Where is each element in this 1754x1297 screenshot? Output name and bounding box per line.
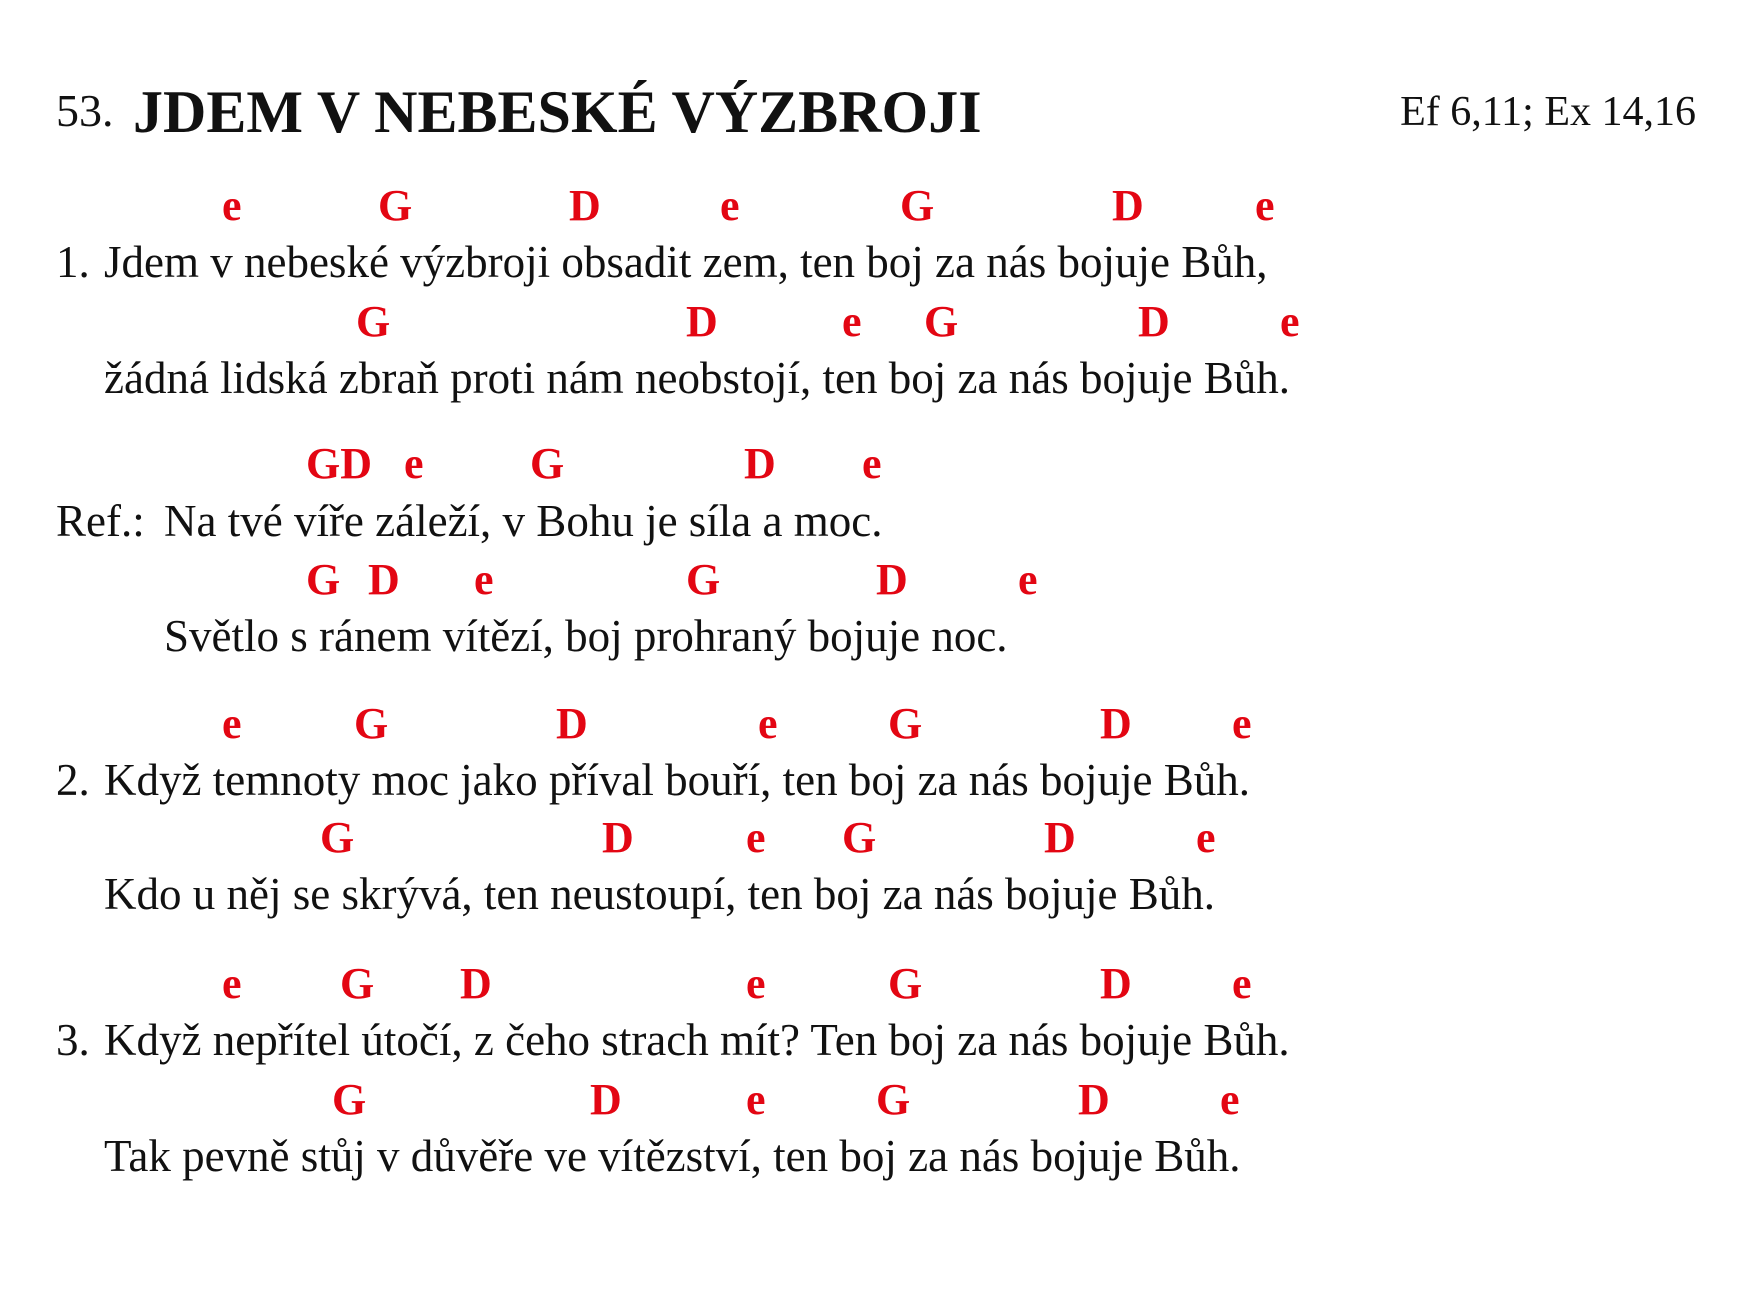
chord-line [0, 554, 1754, 606]
lyric-line: žádná lidská zbraň proti nám neobstojí, ten boj za nás bojuje Bůh. [104, 353, 1290, 403]
lyric-line: Když nepřítel útočí, z čeho strach mít? Ten boj za nás bojuje Bůh. [104, 1015, 1290, 1065]
chord: e [404, 439, 424, 488]
chord: GD [306, 439, 372, 488]
chord: G [354, 699, 389, 748]
chord: e [720, 181, 740, 230]
chord: G [340, 959, 375, 1008]
lyric-line: Jdem v nebeské výzbroji obsadit zem, ten boj za nás bojuje Bůh, [104, 237, 1268, 287]
chord: e [862, 439, 882, 488]
chord: D [1100, 959, 1132, 1008]
refrain-label: Ref.: [56, 496, 145, 546]
verse-label: 2. [56, 755, 90, 805]
chord: D [368, 555, 400, 604]
song-header [56, 78, 1696, 148]
chord: G [320, 813, 355, 862]
chord-line [0, 180, 1754, 232]
chord: e [474, 555, 494, 604]
chord: D [876, 555, 908, 604]
chord: D [1112, 181, 1144, 230]
lyric-line: Když temnoty moc jako příval bouří, ten boj za nás bojuje Bůh. [104, 755, 1251, 805]
chord: G [842, 813, 877, 862]
chord: G [378, 181, 413, 230]
lyric-line: Tak pevně stůj v důvěře ve vítězství, ten boj za nás bojuje Bůh. [104, 1131, 1241, 1181]
chord: D [1138, 297, 1170, 346]
chord: e [746, 959, 766, 1008]
chord: G [900, 181, 935, 230]
chord: e [1255, 181, 1275, 230]
verse-label: 3. [56, 1015, 90, 1065]
chord: e [1280, 297, 1300, 346]
chord-line [0, 698, 1754, 750]
chord-line [0, 958, 1754, 1010]
chord: e [1232, 959, 1252, 1008]
chord: e [1196, 813, 1216, 862]
verse-label: 1. [56, 237, 90, 287]
chord: e [842, 297, 862, 346]
chord-line [0, 1074, 1754, 1126]
chord-line [0, 296, 1754, 348]
chord: e [746, 1075, 766, 1124]
chord: e [222, 959, 242, 1008]
chord: G [888, 699, 923, 748]
chord: D [744, 439, 776, 488]
chord: e [1220, 1075, 1240, 1124]
chord: e [1018, 555, 1038, 604]
chord: G [356, 297, 391, 346]
chord: D [1100, 699, 1132, 748]
chord: G [888, 959, 923, 1008]
chord: G [924, 297, 959, 346]
chord: D [1078, 1075, 1110, 1124]
lyric-line: Světlo s ránem vítězí, boj prohraný bojuje noc. [164, 611, 1008, 661]
chord: e [758, 699, 778, 748]
chord: D [460, 959, 492, 1008]
chord: G [306, 555, 341, 604]
scripture-reference: Ef 6,11; Ex 14,16 [1400, 89, 1696, 135]
chord: D [686, 297, 718, 346]
chord: D [1044, 813, 1076, 862]
chord: G [530, 439, 565, 488]
chord: e [222, 699, 242, 748]
chord: e [222, 181, 242, 230]
chord: G [686, 555, 721, 604]
song-title: JDEM V NEBESKÉ VÝZBROJI [133, 79, 982, 145]
chord: D [556, 699, 588, 748]
song-number: 53. [56, 85, 114, 136]
chord-line [0, 812, 1754, 864]
chord: G [876, 1075, 911, 1124]
chord: D [590, 1075, 622, 1124]
lyric-line: Kdo u něj se skrývá, ten neustoupí, ten boj za nás bojuje Bůh. [104, 869, 1216, 919]
lyric-line: Na tvé víře záleží, v Bohu je síla a moc. [164, 496, 883, 546]
chord: e [1232, 699, 1252, 748]
chord: e [746, 813, 766, 862]
chord: G [332, 1075, 367, 1124]
chord-line [0, 438, 1754, 490]
chord: D [602, 813, 634, 862]
chord: D [569, 181, 601, 230]
